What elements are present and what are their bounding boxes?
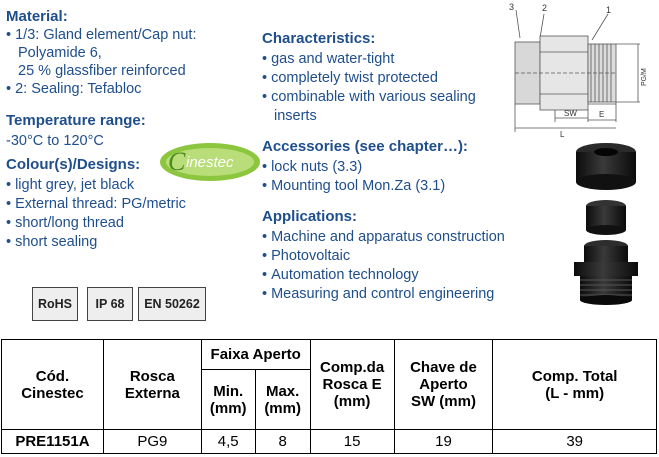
header-chave: Chave de Aperto SW (mm) — [394, 340, 493, 430]
cell-min: 4,5 — [201, 430, 255, 454]
temperature-title: Temperature range: — [6, 112, 146, 129]
svg-text:C: C — [168, 147, 186, 176]
drawing-label: E — [599, 110, 605, 119]
cable-gland-photos — [560, 140, 656, 308]
cell-rosca: PG9 — [103, 430, 201, 454]
characteristics-item: • gas and water-tight — [262, 50, 394, 68]
applications-item: • Machine and apparatus construction — [262, 228, 505, 246]
en50262-badge: EN 50262 — [138, 287, 206, 321]
cell-cod: PRE1151A — [2, 430, 104, 454]
seal-insert-photo — [586, 200, 626, 235]
characteristics-title: Characteristics: — [262, 30, 376, 47]
material-line: • 2: Sealing: Tefabloc — [6, 81, 142, 97]
spec-table — [1, 339, 657, 454]
drawing-label: 2 — [542, 3, 548, 13]
header-cod: Cód. Cinestec — [2, 340, 104, 430]
header-comp-rosca: Comp.da Rosca E (mm) — [310, 340, 394, 430]
header-min: Min. (mm) — [201, 370, 255, 430]
material-line: Polyamide 6, — [18, 45, 102, 61]
header-rosca: Rosca Externa — [103, 340, 201, 430]
ip68-badge: IP 68 — [87, 287, 133, 321]
characteristics-item: • completely twist protected — [262, 69, 438, 87]
logo-text: inestec — [186, 154, 234, 171]
characteristics-item: inserts — [274, 108, 317, 124]
cell-comp-total: 39 — [493, 430, 657, 454]
header-faixa-aperto: Faixa Aperto — [201, 340, 310, 370]
colour-item: • External thread: PG/metric — [6, 195, 186, 213]
drawing-label: 3 — [509, 2, 515, 12]
colour-item: • light grey, jet black — [6, 176, 134, 194]
cell-max: 8 — [255, 430, 310, 454]
temperature-value: -30°C to 120°C — [6, 133, 104, 149]
drawing-label: 1 — [606, 5, 612, 15]
header-max: Max. (mm) — [255, 370, 310, 430]
accessories-item: • lock nuts (3.3) — [262, 158, 362, 176]
drawing-label: SW — [564, 109, 577, 118]
drawing-label: PG/M — [641, 68, 648, 86]
cinestec-logo — [158, 140, 262, 184]
characteristics-item: • combinable with various sealing — [262, 88, 476, 106]
colour-item: • short sealing — [6, 233, 97, 251]
material-line: • 1/3: Gland element/Cap nut: — [6, 27, 197, 43]
accessories-title: Accessories (see chapter…): — [262, 138, 468, 155]
gland-body-photo — [574, 240, 638, 305]
applications-item: • Measuring and control engineering — [262, 285, 494, 303]
cell-chave: 19 — [394, 430, 493, 454]
colour-item: • short/long thread — [6, 214, 124, 232]
cable-gland-drawing — [500, 0, 659, 140]
material-title: Material: — [6, 8, 68, 25]
applications-item: • Photovoltaic — [262, 247, 350, 265]
cap-nut-photo — [576, 143, 636, 190]
applications-title: Applications: — [262, 208, 358, 225]
header-comp-total: Comp. Total (L - mm) — [493, 340, 657, 430]
drawing-label: L — [560, 130, 565, 139]
table-row — [2, 430, 657, 454]
cell-comp-rosca: 15 — [310, 430, 394, 454]
colour-title: Colour(s)/Designs: — [6, 156, 141, 173]
applications-item: • Automation technology — [262, 266, 419, 284]
rohs-badge: RoHS — [32, 287, 78, 321]
accessories-item: • Mounting tool Mon.Za (3.1) — [262, 177, 445, 195]
material-line: 25 % glassfiber reinforced — [18, 63, 186, 79]
